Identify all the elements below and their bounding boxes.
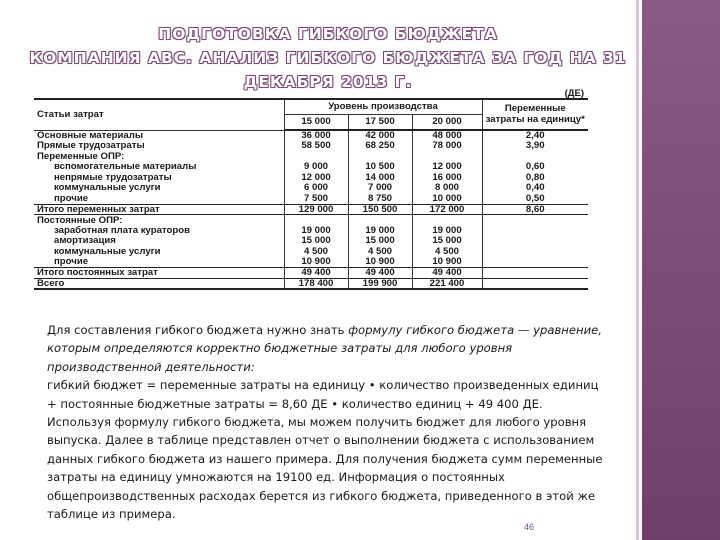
cell-value: 3,90 [482, 141, 588, 152]
cell-value: 19 000 [284, 225, 348, 236]
cell-value: 15 000 [348, 236, 412, 247]
flexible-budget-table [34, 98, 588, 290]
cell-value [482, 257, 588, 268]
decorative-side-band [642, 0, 720, 540]
body-text [47, 321, 607, 523]
table-row [34, 225, 588, 236]
budget-table-image [34, 88, 588, 290]
intro-text: Для составления гибкого бюджета нужно знать [47, 323, 349, 337]
cell-value: 10 000 [412, 194, 482, 205]
table-row [34, 204, 588, 215]
row-label: коммунальные услуги [54, 182, 161, 194]
level-header: 20 000 [412, 115, 482, 131]
cell-value: 8 000 [412, 183, 482, 194]
cell-value: 0,50 [482, 194, 588, 205]
cell-value: 10 900 [348, 257, 412, 268]
cell-value [284, 215, 348, 226]
cell-value [482, 278, 588, 289]
cell-value [482, 215, 588, 226]
row-label: вспомогательные материалы [54, 161, 197, 173]
cell-value: 178 400 [284, 278, 348, 289]
row-label: Основные материалы [37, 129, 144, 141]
row-label: заработная плата кураторов [54, 224, 190, 236]
cell-value [482, 247, 588, 258]
cell-value: 150 500 [348, 204, 412, 215]
cell-value: 16 000 [412, 172, 482, 183]
row-label: прочие [54, 256, 89, 268]
header-cost-items: Статьи затрат [34, 99, 284, 130]
row-label: Итого переменных затрат [34, 204, 284, 215]
cell-value: 10 900 [284, 257, 348, 268]
side-divider-line [636, 0, 639, 540]
cell-value: 0,40 [482, 183, 588, 194]
cell-value: 10 900 [412, 257, 482, 268]
table-row [34, 278, 588, 289]
cell-value: 172 000 [412, 204, 482, 215]
cell-value [348, 215, 412, 226]
cell-value: 19 000 [412, 225, 482, 236]
cell-value: 49 400 [348, 268, 412, 279]
paragraph-formula: гибкий бюджет = переменные затраты на единицу • количество произведенных единиц + постоянные бюджетные затраты = 8,60 ДЕ • количество единиц + 49 400 ДЕ. Используя формулу гибкого бюджета, мы можем получить бюджет для любого уровня выпуска. Далее в таблице представлен отчет о выполнении бюджета с использованием данных гибкого бюджета из нашего примера. Для получения бюджета сумм переменные затраты на единицу умножаются на 19100 ед. Информация о постоянных общепроизводственных расходах берется из гибкого бюджета, приведенного в этой же таблице из примера. [47, 378, 603, 522]
table-row [34, 183, 588, 194]
formula-definition: формулу гибкого бюджета — уравнение, которым определяются корректно бюджетные затраты для любого уровня производственной деятельности: [47, 323, 602, 374]
title-line-1: ПОДГОТОВКА ГИБКОГО БЮДЖЕТА [158, 25, 498, 43]
cell-value: 14 000 [348, 172, 412, 183]
cell-value: 4 500 [348, 247, 412, 258]
cell-value: 199 900 [348, 278, 412, 289]
cell-value [482, 225, 588, 236]
slide-title [28, 22, 628, 94]
cell-value: 19 000 [348, 225, 412, 236]
table-row [34, 130, 588, 141]
table-row [34, 141, 588, 152]
currency-unit: (ДЕ) [564, 88, 584, 99]
cell-value: 4 500 [412, 247, 482, 258]
table-row [34, 162, 588, 173]
level-header: 17 500 [348, 115, 412, 131]
cell-value: 78 000 [412, 141, 482, 152]
cell-value: 58 500 [284, 141, 348, 152]
row-label: Переменные ОПР: [37, 150, 125, 162]
cell-value: 9 000 [284, 162, 348, 173]
row-label: Итого постоянных затрат [34, 268, 284, 279]
paragraph-formula-intro [47, 321, 607, 376]
cell-value [412, 215, 482, 226]
cell-value: 0,60 [482, 162, 588, 173]
table-row [34, 172, 588, 183]
table-row [34, 257, 588, 268]
cell-value [482, 151, 588, 162]
header-production-level: Уровень производства [284, 99, 482, 115]
table-row [34, 151, 588, 162]
cell-value [482, 268, 588, 279]
cell-value: 36 000 [284, 130, 348, 141]
page-number: 46 [524, 522, 535, 532]
cell-value: 2,40 [482, 130, 588, 141]
cell-value: 15 000 [412, 236, 482, 247]
row-label: амортизация [54, 235, 116, 247]
cell-value: 68 250 [348, 141, 412, 152]
cell-value: 42 000 [348, 130, 412, 141]
row-label: Постоянные ОПР: [37, 214, 123, 226]
title-line-3: ДЕКАБРЯ 2013 Г. [243, 73, 413, 91]
table-row [34, 194, 588, 205]
cell-value [412, 151, 482, 162]
title-line-2: КОМПАНИЯ ABC. АНАЛИЗ ГИБКОГО БЮДЖЕТА ЗА ГОД НА 31 [29, 49, 627, 67]
cell-value [348, 151, 412, 162]
cell-value: 10 500 [348, 162, 412, 173]
cell-value: 49 400 [284, 268, 348, 279]
cell-value: 129 000 [284, 204, 348, 215]
row-label: коммунальные услуги [54, 246, 161, 258]
cell-value: 0,80 [482, 172, 588, 183]
table-row [34, 215, 588, 226]
row-label: непрямые трудозатраты [54, 171, 172, 183]
cell-value: 6 000 [284, 183, 348, 194]
row-label: Прямые трудозатраты [37, 140, 145, 152]
cell-value: 8 750 [348, 194, 412, 205]
level-header: 15 000 [284, 115, 348, 131]
cell-value: 49 400 [412, 268, 482, 279]
cell-value: 12 000 [412, 162, 482, 173]
cell-value [284, 151, 348, 162]
cell-value: 8,60 [482, 204, 588, 215]
row-label: прочие [54, 192, 89, 204]
cell-value: 12 000 [284, 172, 348, 183]
table-row [34, 236, 588, 247]
cell-value: 4 500 [284, 247, 348, 258]
cell-value: 221 400 [412, 278, 482, 289]
table-row [34, 268, 588, 279]
cell-value: 15 000 [284, 236, 348, 247]
row-label: Всего [34, 278, 284, 289]
cell-value: 7 000 [348, 183, 412, 194]
cell-value: 7 500 [284, 194, 348, 205]
cell-value [482, 236, 588, 247]
header-variable-cost-per-unit: Переменные затраты на единицу* [482, 99, 588, 130]
cell-value: 48 000 [412, 130, 482, 141]
